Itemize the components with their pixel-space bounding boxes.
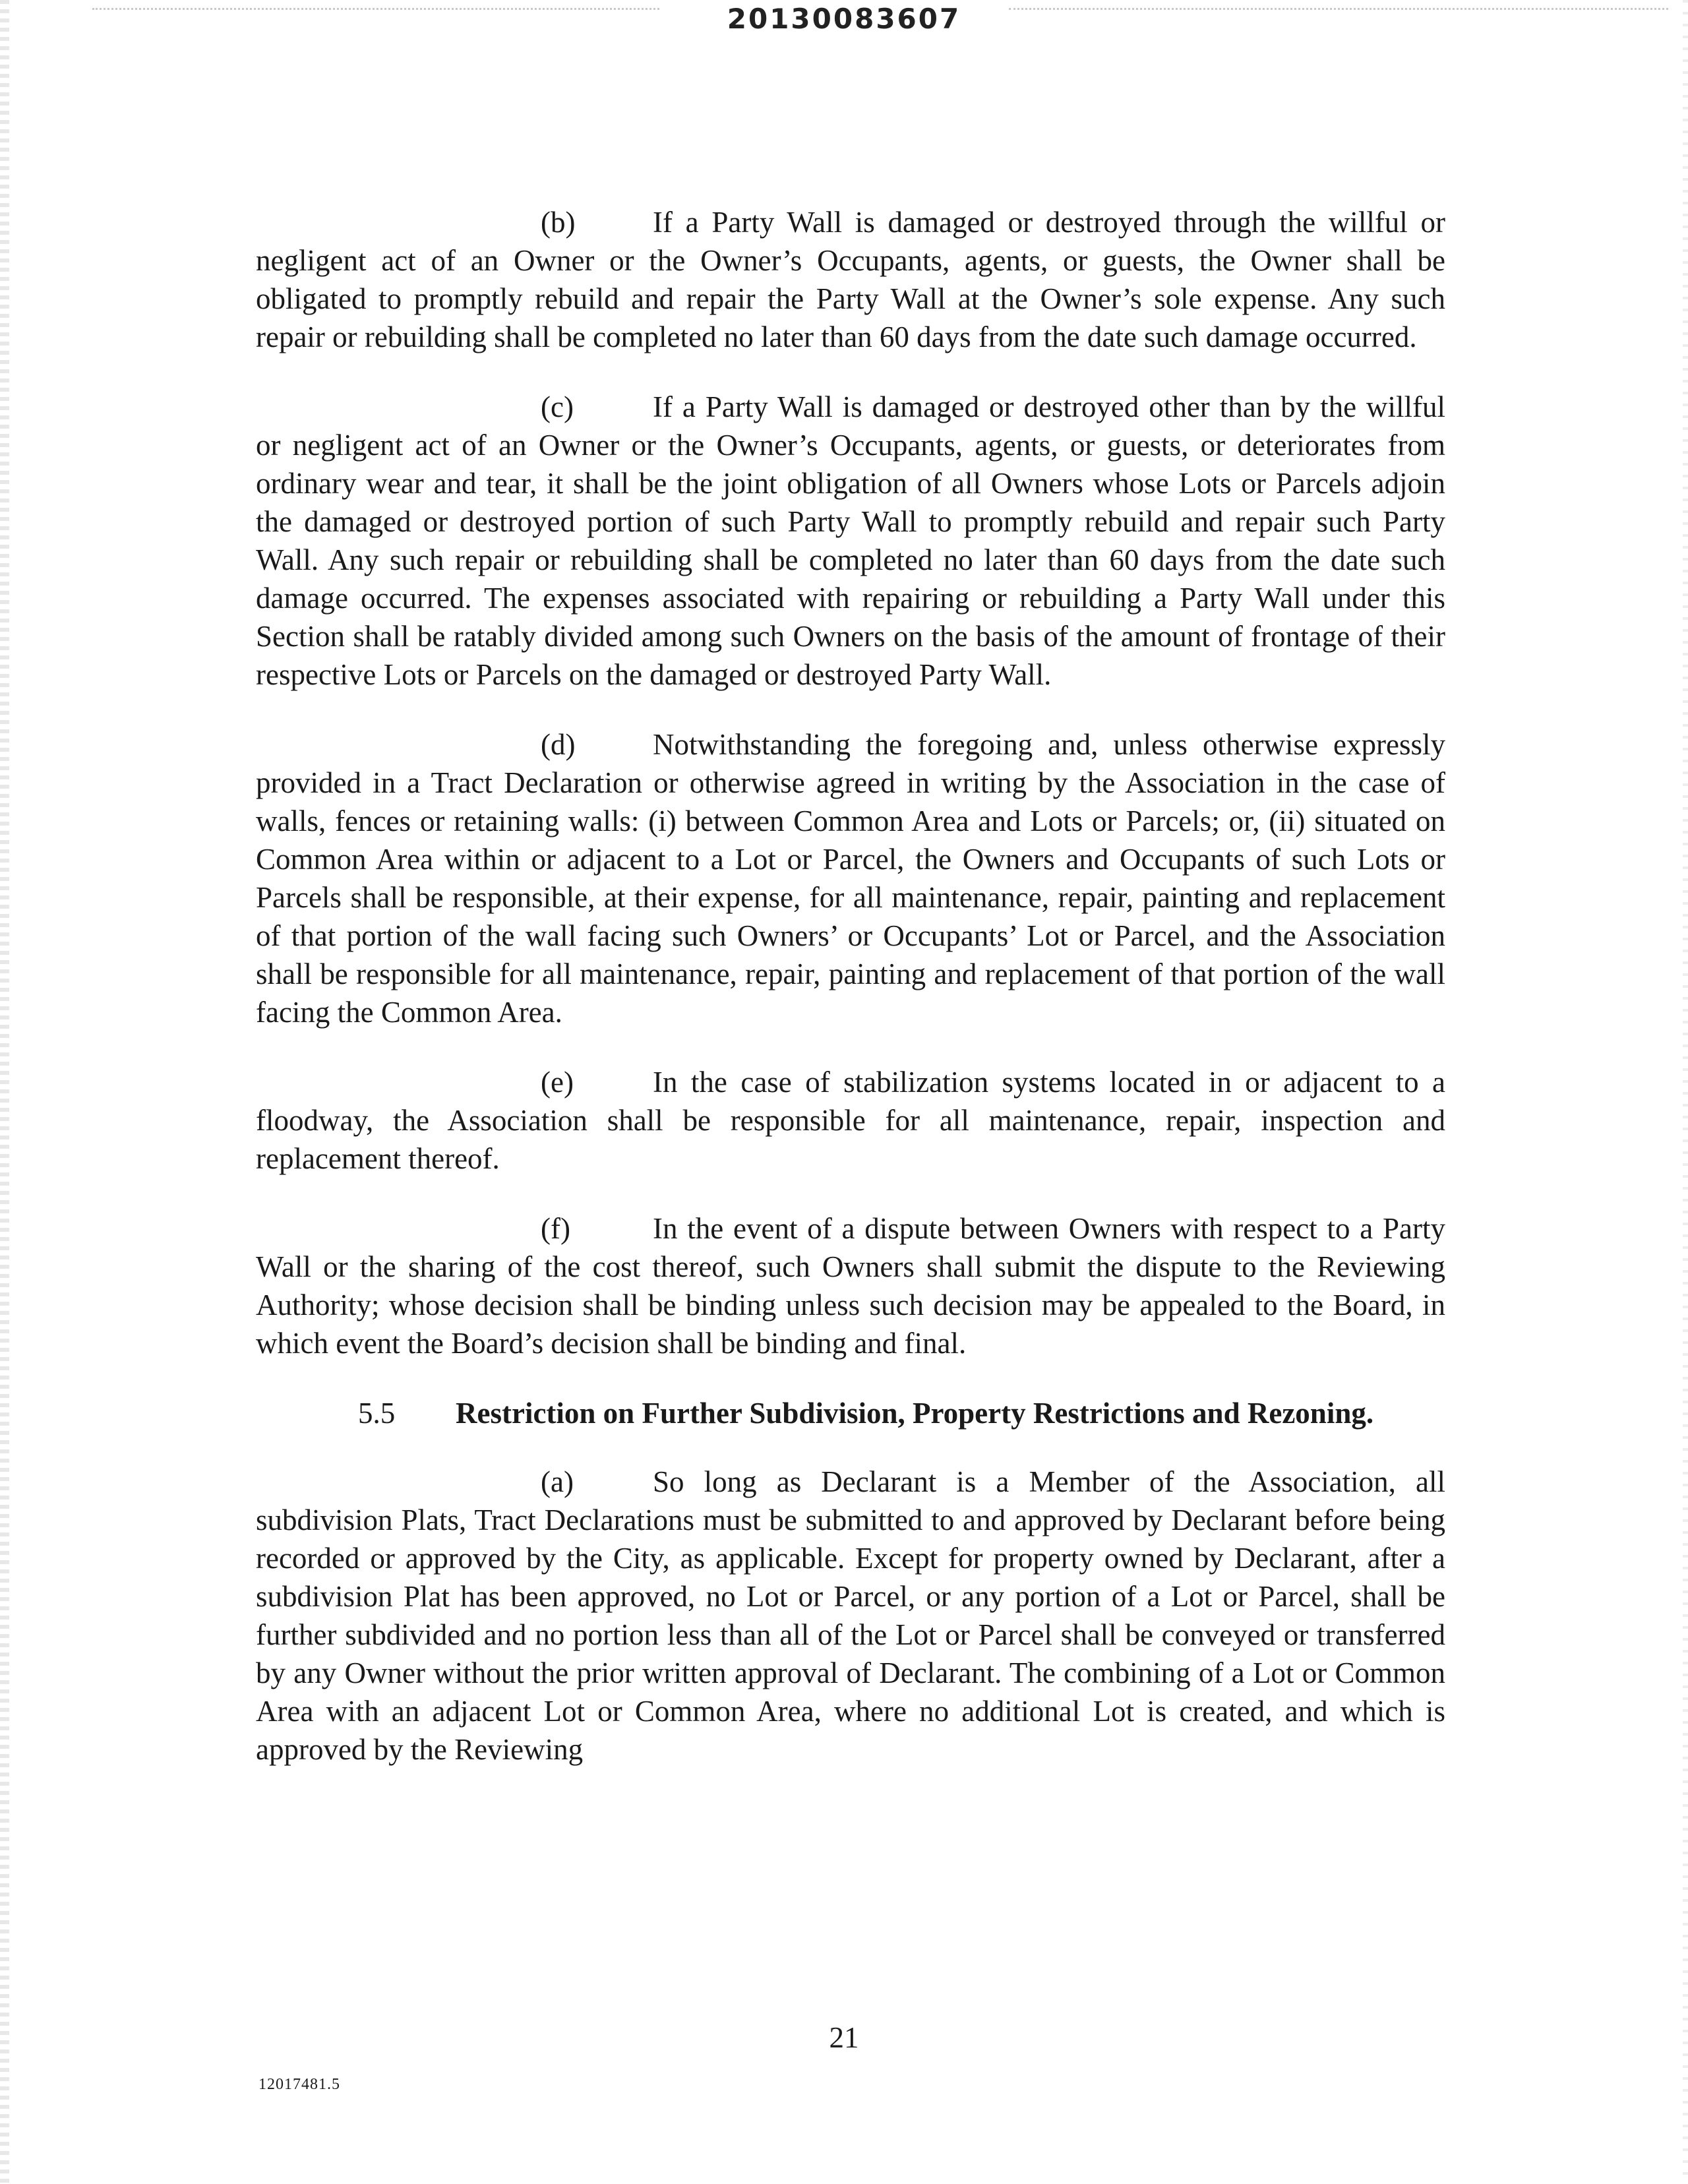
paragraph-b: [256, 203, 1445, 356]
paragraph-label: (b): [541, 206, 576, 239]
recording-number: 20130083607: [727, 3, 961, 35]
scan-edge-right: [1683, 0, 1688, 2184]
paragraph-text: In the case of stabilization systems located in or adjacent to a floodway, the Association shall be responsible for all maintenance, repair, inspection and replacement thereof.: [256, 1066, 1445, 1175]
paragraph-text: In the event of a dispute between Owners with respect to a Party Wall or the sharing of the cost thereof, such Owners shall submit the dispute to the Reviewing Authority; whose decision shall be binding unless such decision may be appealed to the Board, in which event the Board’s decision shall be binding and final.: [256, 1212, 1445, 1360]
paragraph-label: (d): [541, 728, 576, 761]
paragraph-text: If a Party Wall is damaged or destroyed other than by the willful or negligent act of an Owner or the Owner’s Occupants, agents, or guests, or deteriorates from ordinary wear and tear, it shall be the joint obligation of all Owners whose Lots or Parcels adjoin the damaged or destroyed portion of such Party Wall to promptly rebuild and repair such Party Wall. Any such repair or rebuilding shall be completed no later than 60 days from the date such damage occurred. The expenses associated with repairing or rebuilding a Party Wall under this Section shall be ratably divided among such Owners on the basis of the amount of frontage of their respective Lots or Parcels on the damaged or destroyed Party Wall.: [256, 390, 1445, 691]
paragraph-label: (a): [541, 1465, 574, 1498]
paragraph-c: [256, 388, 1445, 694]
paragraph-label: (c): [541, 390, 574, 423]
document-body: [256, 203, 1445, 1800]
paragraph-label: (e): [541, 1066, 574, 1099]
paragraph-label: (f): [541, 1212, 570, 1245]
section-number: 5.5: [358, 1397, 396, 1430]
scan-edge-left: [0, 0, 9, 2184]
page-number: 21: [829, 2021, 859, 2054]
paragraph-text: Notwithstanding the foregoing and, unless otherwise expressly provided in a Tract Declaration or otherwise agreed in writing by the Association in the case of walls, fences or retaining walls: (i) between Common Area and Lots or Parcels; or, (ii) situated on Common Area within or adjacent to a Lot or Parcel, the Owners and Occupants of such Lots or Parcels shall be responsible, at their expense, for all maintenance, repair, painting and replacement of that portion of the wall facing such Owners’ or Occupants’ Lot or Parcel, and the Association shall be responsible for all maintenance, repair, painting and replacement of that portion of the wall facing the Common Area.: [256, 728, 1445, 1029]
paragraph-e: [256, 1063, 1445, 1178]
paragraph-text: So long as Declarant is a Member of the Association, all subdivision Plats, Tract Declarations must be submitted to and approved by Declarant before being recorded or approved by the City, as applicable. Except for property owned by Declarant, after a subdivision Plat has been approved, no Lot or Parcel, or any portion of a Lot or Parcel, shall be further subdivided and no portion less than all of the Lot or Parcel shall be conveyed or transferred by any Owner without the prior written approval of Declarant. The combining of a Lot or Common Area with an adjacent Lot or Common Area, where no additional Lot is created, and which is approved by the Reviewing: [256, 1465, 1445, 1766]
paragraph-f: [256, 1209, 1445, 1362]
document-id: 12017481.5: [258, 2076, 340, 2093]
section-title: Restriction on Further Subdivision, Property Restrictions and Rezoning.: [456, 1397, 1374, 1430]
section-heading: [256, 1394, 1445, 1432]
section-paragraph-a: [256, 1463, 1445, 1769]
paragraph-text: If a Party Wall is damaged or destroyed through the willful or negligent act of an Owner or the Owner’s Occupants, agents, or guests, the Owner shall be obligated to promptly rebuild and repair the Party Wall at the Owner’s sole expense. Any such repair or rebuilding shall be completed no later than 60 days from the date such damage occurred.: [256, 206, 1445, 353]
paragraph-d: [256, 725, 1445, 1031]
